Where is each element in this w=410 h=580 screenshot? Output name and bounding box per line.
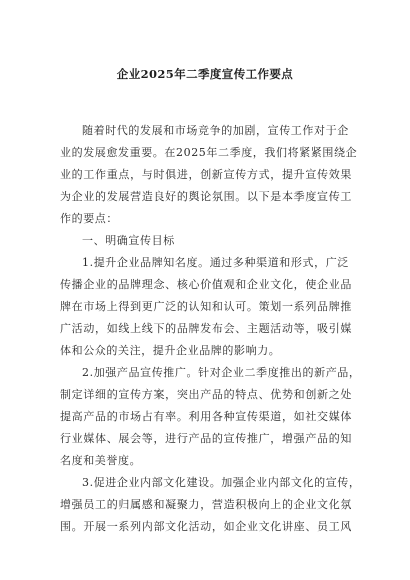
paragraph-line: 业的工作重点，与时俱进，创新宣传方式，提升宣传效果: [60, 168, 352, 181]
paragraph-line: 为企业的发展营造良好的舆论氛围。以下是本季度宣传工: [60, 190, 352, 203]
paragraph-line: 围。开展一系列内部文化活动，如企业文化讲座、员工风: [60, 520, 352, 533]
paragraph-line: 作的要点：: [60, 212, 118, 225]
paragraph-line: 制定详细的宣传方案，突出产品的特点、优势和创新之处: [60, 388, 352, 401]
paragraph-line: 增强员工的归属感和凝聚力，营造积极向上的企业文化氛: [60, 498, 352, 511]
paragraph-line: 3.促进企业内部文化建设。加强企业内部文化的宣传，: [82, 476, 361, 489]
paragraph-line: 行业媒体、展会等，进行产品的宣传推广，增强产品的知: [60, 432, 352, 445]
document-title: 企业2025年二季度宣传工作要点: [116, 67, 294, 81]
paragraph-line: 2.加强产品宣传推广。针对企业二季度推出的新产品，: [82, 366, 361, 379]
section-heading: 一、明确宣传目标: [82, 234, 175, 247]
paragraph-line: 业的发展愈发重要。在2025年二季度，我们将紧紧围绕企: [60, 146, 358, 159]
paragraph-line: 体和公众的关注，提升企业品牌的影响力。: [60, 344, 281, 357]
paragraph-line: 牌在市场上得到更广泛的认知和认可。策划一系列品牌推: [60, 300, 352, 313]
paragraph-line: 1.提升企业品牌知名度。通过多种渠道和形式，广泛: [82, 256, 349, 269]
paragraph-line: 名度和美誉度。: [60, 454, 142, 467]
paragraph-line: 广活动，如线上线下的品牌发布会、主题活动等，吸引媒: [60, 322, 352, 335]
paragraph-line: 提高产品的市场占有率。利用各种宣传渠道，如社交媒体: [60, 410, 352, 423]
paragraph-line: 传播企业的品牌理念、核心价值观和企业文化，使企业品: [60, 278, 352, 291]
paragraph-line: 随着时代的发展和市场竞争的加剧，宣传工作对于企: [82, 124, 349, 137]
